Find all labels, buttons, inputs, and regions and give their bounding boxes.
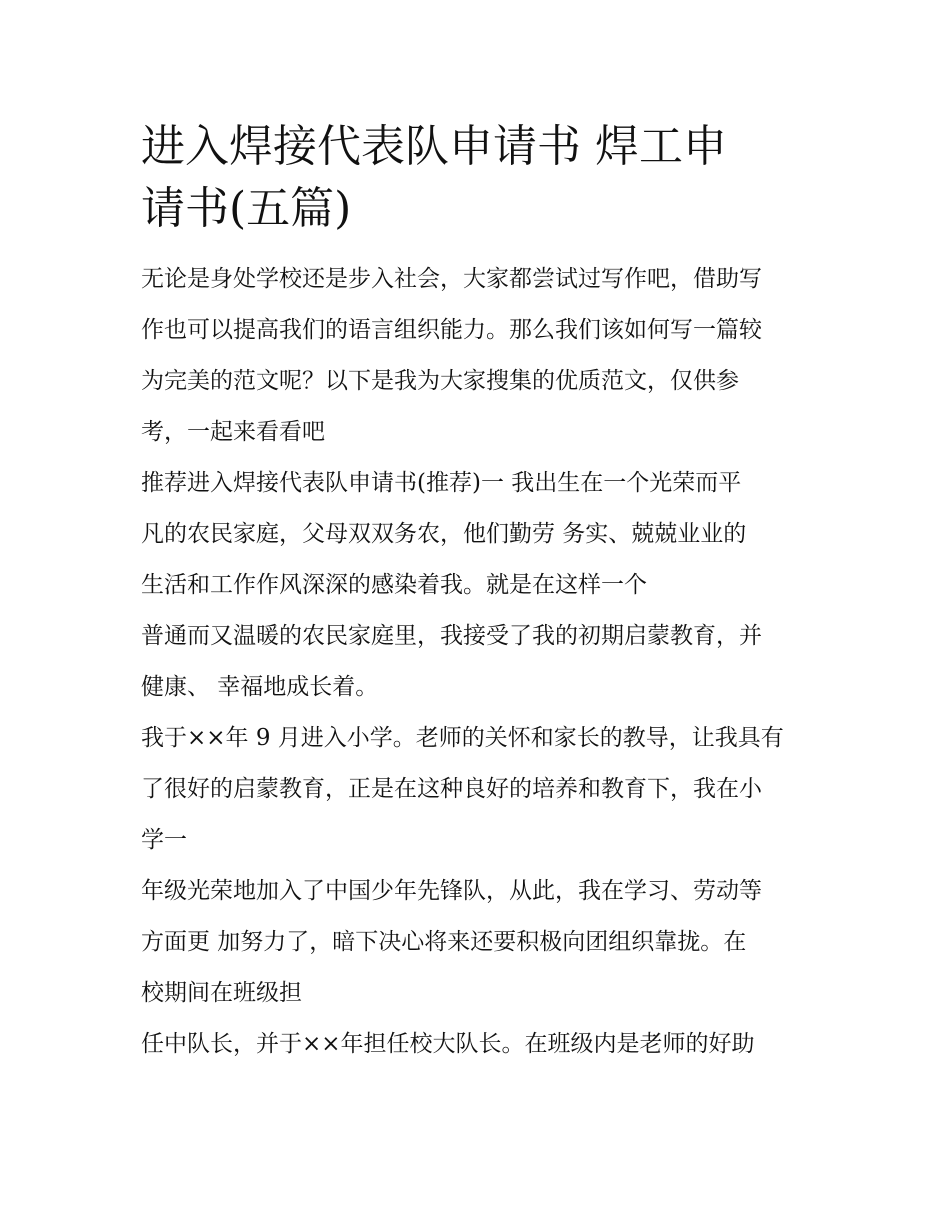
document-title bbox=[141, 116, 813, 240]
body-line: 了很好的启蒙教育，正是在这种良好的培养和教育下，我在小 bbox=[141, 776, 762, 802]
body-line: 方面更 加努力了，暗下决心将来还要积极向团组织靠拢。在 bbox=[141, 929, 747, 955]
body-line: 普通而又温暖的农民家庭里，我接受了我的初期启蒙教育，并 bbox=[141, 623, 762, 649]
body-line: 作也可以提高我们的语言组织能力。那么我们该如何写一篇较 bbox=[141, 317, 762, 343]
body-line: 推荐进入焊接代表队申请书(推荐)一 我出生在一个光荣而平 bbox=[141, 470, 742, 496]
body-line: 凡的农民家庭，父母双双务农，他们勤劳 务实、兢兢业业的 bbox=[141, 521, 747, 547]
body-line: 生活和工作作风深深的感染着我。就是在这样一个 bbox=[141, 572, 647, 598]
document-body bbox=[141, 254, 813, 1070]
body-line: 任中队长，并于××年担任校大队长。在班级内是老师的好助 bbox=[141, 1031, 755, 1057]
body-line: 考，一起来看看吧 bbox=[141, 419, 325, 445]
body-line: 校期间在班级担 bbox=[141, 980, 302, 1006]
title-line: 进入焊接代表队申请书 焊工申 bbox=[141, 121, 727, 172]
body-line: 健康、 幸福地成长着。 bbox=[141, 674, 379, 700]
body-line: 为完美的范文呢？以下是我为大家搜集的优质范文，仅供参 bbox=[141, 368, 739, 394]
body-line: 我于××年 9 月进入小学。老师的关怀和家长的教导，让我具有 bbox=[141, 725, 784, 751]
title-line: 请书(五篇) bbox=[141, 183, 352, 234]
body-line: 年级光荣地加入了中国少年先锋队，从此，我在学习、劳动等 bbox=[141, 878, 762, 904]
body-line: 无论是身处学校还是步入社会，大家都尝试过写作吧，借助写 bbox=[141, 266, 762, 292]
document-content bbox=[141, 116, 813, 1070]
body-line: 学一 bbox=[141, 827, 187, 853]
